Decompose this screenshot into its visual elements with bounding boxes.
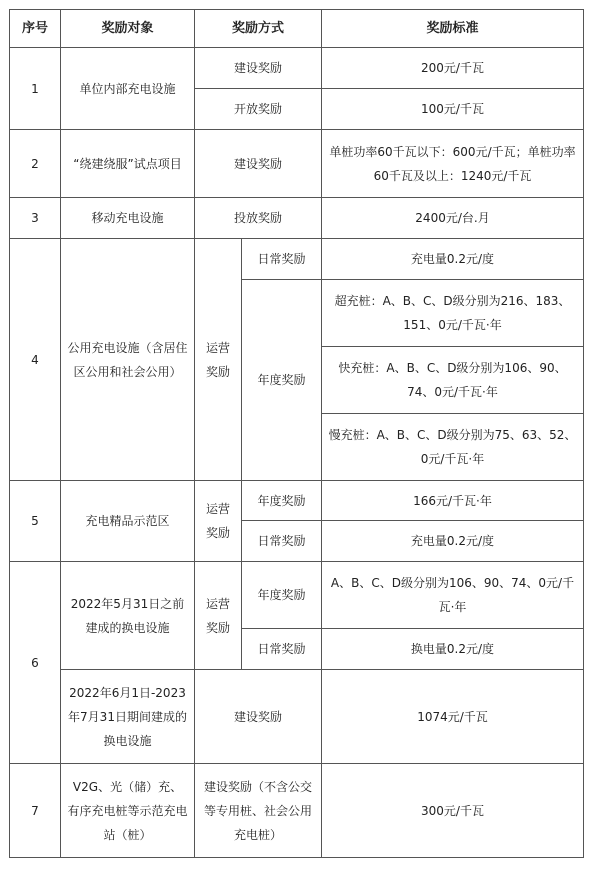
row6-method-build: 建设奖励	[195, 670, 322, 764]
row6-target-after: 2022年6月1日-2023年7月31日期间建成的换电设施	[61, 670, 195, 764]
row4-standard-slow: 慢充桩：A、B、C、D级分别为75、63、52、0元/千瓦·年	[322, 414, 584, 481]
row4-operation: 运营奖励	[195, 239, 242, 481]
row4-method-annual: 年度奖励	[242, 280, 322, 481]
row4-standard-super: 超充桩：A、B、C、D级分别为216、183、151、0元/千瓦·年	[322, 280, 584, 347]
row4-method-daily: 日常奖励	[242, 239, 322, 280]
row5-target: 充电精品示范区	[61, 481, 195, 562]
row6-standard-build: 1074元/千瓦	[322, 670, 584, 764]
row2-seq: 2	[10, 130, 61, 198]
row1-standard-build: 200元/千瓦	[322, 48, 584, 89]
table-row	[10, 481, 584, 521]
row5-operation: 运营奖励	[195, 481, 242, 562]
row4-seq: 4	[10, 239, 61, 481]
row1-seq: 1	[10, 48, 61, 130]
row1-standard-open: 100元/千瓦	[322, 89, 584, 130]
row6-method-daily: 日常奖励	[242, 629, 322, 670]
row7-method: 建设奖励（不含公交等专用桩、社会公用充电桩）	[195, 764, 322, 858]
table-row	[10, 48, 584, 89]
header-seq: 序号	[10, 10, 61, 48]
table-row	[10, 239, 584, 280]
row3-target: 移动充电设施	[61, 198, 195, 239]
row5-method-annual: 年度奖励	[242, 481, 322, 521]
row5-seq: 5	[10, 481, 61, 562]
table-row	[10, 764, 584, 858]
row6-target-before: 2022年5月31日之前建成的换电设施	[61, 562, 195, 670]
row1-target: 单位内部充电设施	[61, 48, 195, 130]
row2-method: 建设奖励	[195, 130, 322, 198]
table-row	[10, 670, 584, 764]
row7-target: V2G、光（储）充、有序充电桩等示范充电站（桩）	[61, 764, 195, 858]
header-standard: 奖励标准	[322, 10, 584, 48]
table-row	[10, 130, 584, 198]
table-row	[10, 198, 584, 239]
row1-method-build: 建设奖励	[195, 48, 322, 89]
row6-standard-daily: 换电量0.2元/度	[322, 629, 584, 670]
row3-standard: 2400元/台.月	[322, 198, 584, 239]
row6-seq: 6	[10, 562, 61, 764]
row5-standard-annual: 166元/千瓦·年	[322, 481, 584, 521]
row4-standard-daily: 充电量0.2元/度	[322, 239, 584, 280]
row6-standard-annual: A、B、C、D级分别为106、90、74、0元/千瓦·年	[322, 562, 584, 629]
row5-method-daily: 日常奖励	[242, 521, 322, 562]
header-target: 奖励对象	[61, 10, 195, 48]
row4-standard-fast: 快充桩：A、B、C、D级分别为106、90、74、0元/千瓦·年	[322, 347, 584, 414]
table-row	[10, 562, 584, 629]
row6-operation: 运营奖励	[195, 562, 242, 670]
row1-method-open: 开放奖励	[195, 89, 322, 130]
header-row	[10, 10, 584, 48]
row2-target: “绕建绕服”试点项目	[61, 130, 195, 198]
row3-seq: 3	[10, 198, 61, 239]
row3-method: 投放奖励	[195, 198, 322, 239]
header-method: 奖励方式	[195, 10, 322, 48]
row5-standard-daily: 充电量0.2元/度	[322, 521, 584, 562]
row7-seq: 7	[10, 764, 61, 858]
row2-standard: 单桩功率60千瓦以下：600元/千瓦；单桩功率60千瓦及以上：1240元/千瓦	[322, 130, 584, 198]
row4-target: 公用充电设施（含居住区公用和社会公用）	[61, 239, 195, 481]
row6-method-annual: 年度奖励	[242, 562, 322, 629]
row7-standard: 300元/千瓦	[322, 764, 584, 858]
subsidy-table	[9, 9, 584, 858]
